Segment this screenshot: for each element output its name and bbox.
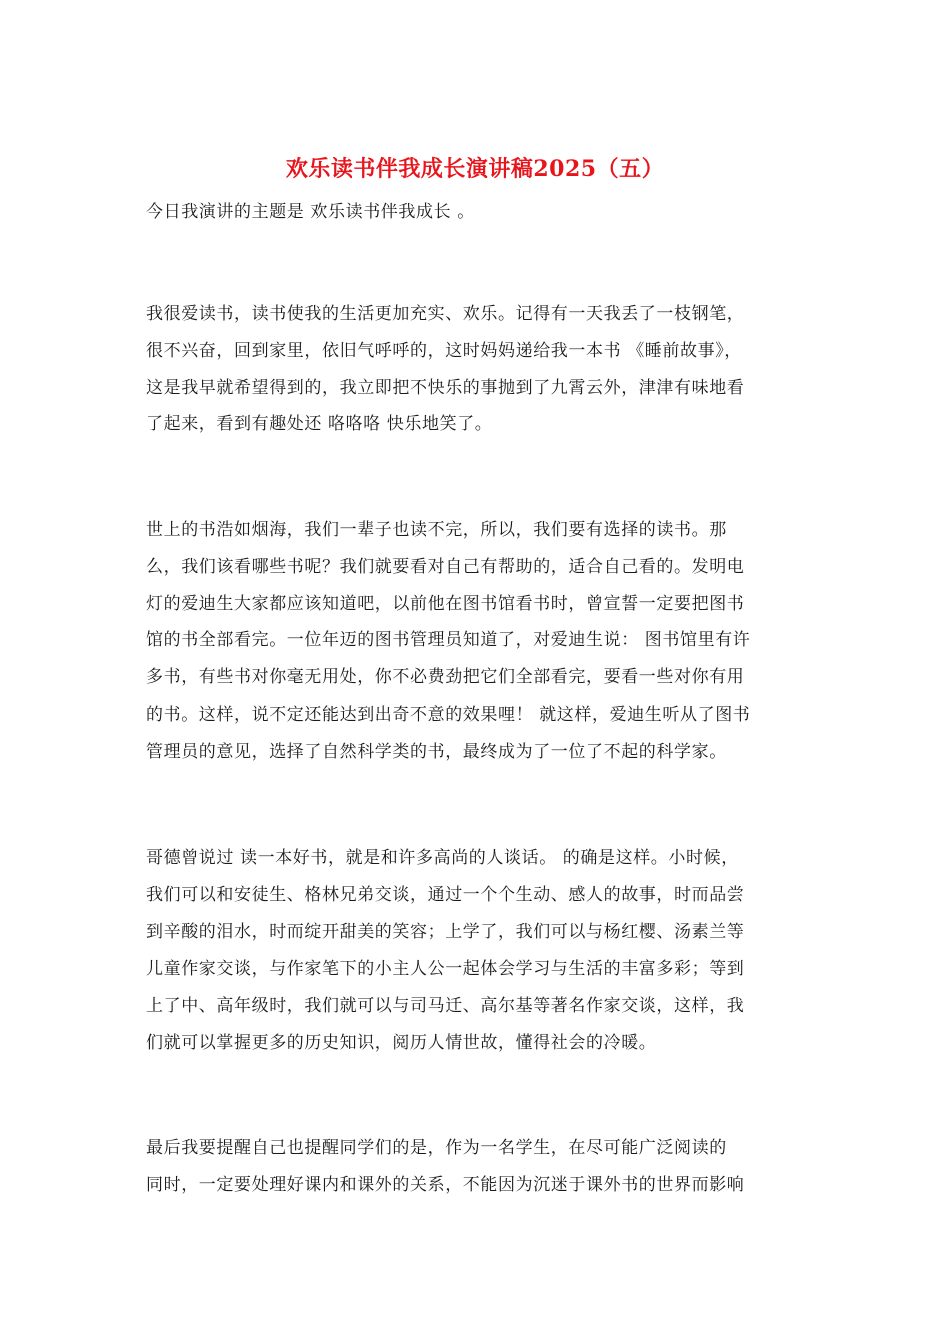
paragraph-line: 世上的书浩如烟海，我们一辈子也读不完，所以，我们要有选择的读书。那 — [146, 520, 727, 540]
paragraph-line: 儿童作家交谈，与作家笔下的小主人公一起体会学习与生活的丰富多彩；等到 — [146, 959, 745, 979]
paragraph-line: 了起来，看到有趣处还 咯咯咯 快乐地笑了。 — [146, 414, 493, 434]
paragraph-line: 们就可以掌握更多的历史知识，阅历人情世故，懂得社会的冷暖。 — [146, 1033, 657, 1053]
paragraph-line: 同时，一定要处理好课内和课外的关系，不能因为沉迷于课外书的世界而影响 — [146, 1175, 745, 1195]
paragraph-line: 管理员的意见，选择了自然科学类的书，最终成为了一位了不起的科学家。 — [146, 742, 727, 762]
paragraph-line: 这是我早就希望得到的，我立即把不快乐的事抛到了九霄云外，津津有味地看 — [146, 378, 745, 398]
paragraph-line: 多书，有些书对你毫无用处，你不必费劲把它们全部看完，要看一些对你有用 — [146, 667, 745, 687]
paragraph-line: 馆的书全部看完。一位年迈的图书管理员知道了，对爱迪生说： 图书馆里有许 — [146, 630, 751, 650]
paragraph-line: 很不兴奋，回到家里，依旧气呼呼的，这时妈妈递给我一本书 《睡前故事》， — [146, 341, 742, 361]
paragraph-line: 到辛酸的泪水，时而绽开甜美的笑容；上学了，我们可以与杨红樱、汤素兰等 — [146, 922, 745, 942]
paragraph-line: 最后我要提醒自己也提醒同学们的是，作为一名学生，在尽可能广泛阅读的 — [146, 1138, 727, 1158]
paragraph-line: 我很爱读书，读书使我的生活更加充实、欢乐。记得有一天我丢了一枝钢笔， — [146, 304, 745, 324]
intro-line: 今日我演讲的主题是 欢乐读书伴我成长 。 — [146, 202, 475, 222]
paragraph-line: 灯的爱迪生大家都应该知道吧，以前他在图书馆看书时，曾宣誓一定要把图书 — [146, 594, 745, 614]
paragraph-line: 的书。这样，说不定还能达到出奇不意的效果哩！ 就这样，爱迪生听从了图书 — [146, 705, 751, 725]
paragraph-line: 我们可以和安徒生、格林兄弟交谈，通过一个个生动、感人的故事，时而品尝 — [146, 885, 745, 905]
document-title: 欢乐读书伴我成长演讲稿2025（五） — [285, 156, 665, 182]
paragraph-line: 上了中、高年级时，我们就可以与司马迁、高尔基等著名作家交谈，这样，我 — [146, 996, 745, 1016]
paragraph-line: 么，我们该看哪些书呢？我们就要看对自己有帮助的，适合自己看的。发明电 — [146, 557, 745, 577]
paragraph-line: 哥德曾说过 读一本好书，就是和许多高尚的人谈话。 的确是这样。小时候， — [146, 848, 739, 868]
